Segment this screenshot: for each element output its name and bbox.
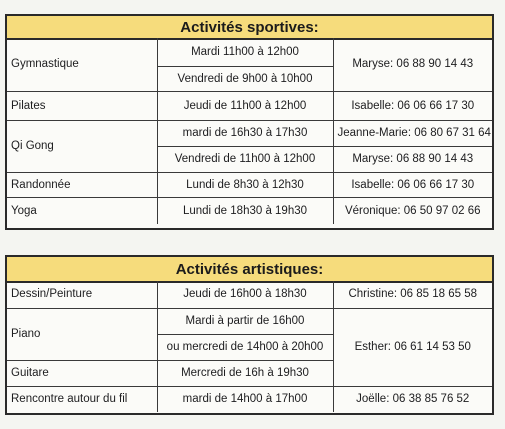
- contact-cell: Jeanne-Marie: 06 80 67 31 64: [333, 120, 492, 146]
- schedule-cell: Lundi de 18h30 à 19h30: [157, 197, 333, 224]
- activity-yoga: Yoga: [7, 197, 157, 224]
- contact-cell: Christine: 06 85 18 65 58: [333, 281, 492, 308]
- contact-cell: Isabelle: 06 06 66 17 30: [333, 172, 492, 197]
- contact-cell: Isabelle: 06 06 66 17 30: [333, 91, 492, 120]
- table-row: [7, 172, 492, 197]
- activity-gymnastique: Gymnastique: [7, 38, 157, 91]
- schedule-cell: Mardi à partir de 16h00: [157, 308, 333, 334]
- schedule-cell: Lundi de 8h30 à 12h30: [157, 172, 333, 197]
- activity-randonnee: Randonnée: [7, 172, 157, 197]
- table-row: [7, 308, 492, 334]
- schedule-cell: ou mercredi de 14h00 à 20h00: [157, 334, 333, 360]
- table-row: [7, 120, 492, 146]
- sports-section: [5, 14, 494, 230]
- table-row: [7, 91, 492, 120]
- arts-title: Activités artistiques:: [175, 260, 324, 278]
- schedule-cell: Mardi 11h00 à 12h00: [157, 38, 333, 66]
- contact-cell: Maryse: 06 88 90 14 43: [333, 146, 492, 172]
- table-row: [7, 38, 492, 66]
- sports-title: Activités sportives:: [180, 18, 319, 36]
- arts-header: [7, 257, 492, 283]
- contact-cell-shared: Esther: 06 61 14 53 50: [333, 308, 492, 386]
- table-row: [7, 281, 492, 308]
- sports-header: [7, 16, 492, 40]
- table-row: [7, 197, 492, 224]
- activity-dessin-peinture: Dessin/Peinture: [7, 281, 157, 308]
- schedule-cell: Vendredi de 11h00 à 12h00: [157, 146, 333, 172]
- arts-section: [5, 255, 494, 415]
- contact-cell: Joëlle: 06 38 85 76 52: [333, 386, 492, 412]
- schedule-cell: Mercredi de 16h à 19h30: [157, 360, 333, 386]
- contact-cell: Véronique: 06 50 97 02 66: [333, 197, 492, 224]
- schedule-cell: Jeudi de 16h00 à 18h30: [157, 281, 333, 308]
- schedule-cell: mardi de 16h30 à 17h30: [157, 120, 333, 146]
- arts-table: [7, 281, 492, 412]
- activity-qi-gong: Qi Gong: [7, 120, 157, 172]
- table-row: [7, 386, 492, 412]
- sports-table: [7, 38, 492, 224]
- activity-pilates: Pilates: [7, 91, 157, 120]
- activity-piano: Piano: [7, 308, 157, 360]
- activity-guitare: Guitare: [7, 360, 157, 386]
- schedule-cell: mardi de 14h00 à 17h00: [157, 386, 333, 412]
- activity-rencontre-autour-du-fil: Rencontre autour du fil: [7, 386, 157, 412]
- contact-cell: Maryse: 06 88 90 14 43: [333, 38, 492, 91]
- schedule-cell: Jeudi de 11h00 à 12h00: [157, 91, 333, 120]
- schedule-cell: Vendredi de 9h00 à 10h00: [157, 66, 333, 91]
